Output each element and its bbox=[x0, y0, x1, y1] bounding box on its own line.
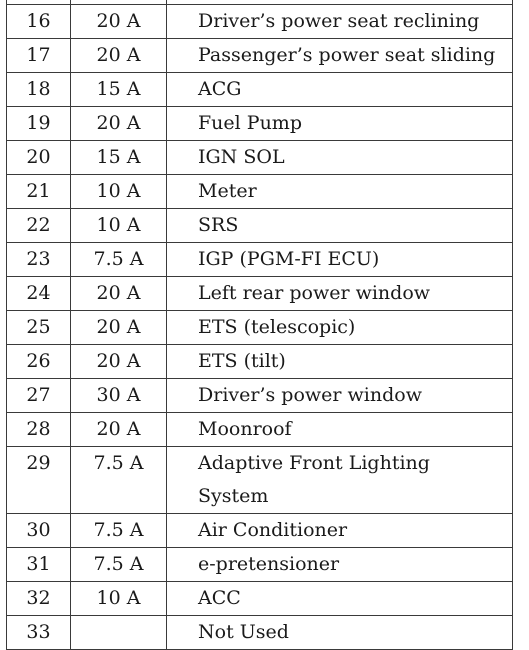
table-row bbox=[7, 413, 513, 447]
table-row bbox=[7, 548, 513, 582]
fuse-number-cell: 22 bbox=[7, 209, 71, 243]
fuse-circuit-cell: IGN SOL bbox=[167, 141, 513, 175]
fuse-amperage-cell: 20 A bbox=[71, 39, 167, 73]
fuse-amperage-cell: 7.5 A bbox=[71, 243, 167, 277]
fuse-amperage-cell: 30 A bbox=[71, 379, 167, 413]
fuse-circuit-cell: Driver’s power window bbox=[167, 379, 513, 413]
fuse-circuit-cell: SRS bbox=[167, 209, 513, 243]
fuse-circuit-cell: Left rear power window bbox=[167, 277, 513, 311]
fuse-amperage-cell: 20 A bbox=[71, 5, 167, 39]
fuse-table-body bbox=[7, 0, 513, 650]
fuse-circuit-cell: Driver’s power seat reclining bbox=[167, 5, 513, 39]
fuse-amperage-cell: 7.5 A bbox=[71, 548, 167, 582]
fuse-circuit-cell: Adaptive Front Lighting System bbox=[167, 447, 513, 514]
table-row bbox=[7, 447, 513, 514]
fuse-circuit-cell: ETS (tilt) bbox=[167, 345, 513, 379]
fuse-amperage-cell: 20 A bbox=[71, 107, 167, 141]
fuse-number-cell: 26 bbox=[7, 345, 71, 379]
table-row bbox=[7, 277, 513, 311]
table-row bbox=[7, 209, 513, 243]
fuse-number-cell: 29 bbox=[7, 447, 71, 514]
fuse-number-cell: 19 bbox=[7, 107, 71, 141]
fuse-amperage-cell: 20 A bbox=[71, 345, 167, 379]
fuse-number-cell: 18 bbox=[7, 73, 71, 107]
table-row bbox=[7, 175, 513, 209]
fuse-amperage-cell: 15 A bbox=[71, 73, 167, 107]
table-row bbox=[7, 345, 513, 379]
fuse-number-cell: 20 bbox=[7, 141, 71, 175]
table-row bbox=[7, 39, 513, 73]
fuse-circuit-cell: IGP (PGM-FI ECU) bbox=[167, 243, 513, 277]
fuse-number-cell: 16 bbox=[7, 5, 71, 39]
fuse-amperage-cell: 20 A bbox=[71, 311, 167, 345]
table-row bbox=[7, 5, 513, 39]
table-row bbox=[7, 311, 513, 345]
fuse-circuit-cell: Air Conditioner bbox=[167, 514, 513, 548]
fuse-number-cell: 33 bbox=[7, 616, 71, 650]
fuse-circuit-cell: Moonroof bbox=[167, 413, 513, 447]
fuse-number-cell: 30 bbox=[7, 514, 71, 548]
fuse-number-cell: 31 bbox=[7, 548, 71, 582]
fuse-amperage-cell: 10 A bbox=[71, 209, 167, 243]
table-row bbox=[7, 107, 513, 141]
fuse-amperage-cell: 7.5 A bbox=[71, 447, 167, 514]
table-row bbox=[7, 141, 513, 175]
table-row bbox=[7, 616, 513, 650]
table-row bbox=[7, 582, 513, 616]
table-row bbox=[7, 243, 513, 277]
fuse-amperage-cell: 15 A bbox=[71, 141, 167, 175]
fuse-number-cell: 21 bbox=[7, 175, 71, 209]
fuse-amperage-cell: 10 A bbox=[71, 582, 167, 616]
fuse-number-cell: 17 bbox=[7, 39, 71, 73]
fuse-circuit-cell: Not Used bbox=[167, 616, 513, 650]
fuse-amperage-cell bbox=[71, 616, 167, 650]
table-row bbox=[7, 514, 513, 548]
fuse-table bbox=[6, 0, 513, 650]
fuse-amperage-cell: 20 A bbox=[71, 277, 167, 311]
fuse-number-cell: 23 bbox=[7, 243, 71, 277]
fuse-circuit-cell: Meter bbox=[167, 175, 513, 209]
fuse-circuit-cell: e-pretensioner bbox=[167, 548, 513, 582]
fuse-circuit-cell: ACG bbox=[167, 73, 513, 107]
fuse-amperage-cell: 20 A bbox=[71, 413, 167, 447]
fuse-number-cell: 32 bbox=[7, 582, 71, 616]
fuse-amperage-cell: 7.5 A bbox=[71, 514, 167, 548]
table-row bbox=[7, 379, 513, 413]
fuse-number-cell: 24 bbox=[7, 277, 71, 311]
fuse-circuit-cell: ETS (telescopic) bbox=[167, 311, 513, 345]
fuse-circuit-cell: Fuel Pump bbox=[167, 107, 513, 141]
fuse-circuit-cell: ACC bbox=[167, 582, 513, 616]
fuse-circuit-cell: Passenger’s power seat sliding bbox=[167, 39, 513, 73]
fuse-number-cell: 28 bbox=[7, 413, 71, 447]
fuse-number-cell: 27 bbox=[7, 379, 71, 413]
fuse-amperage-cell: 10 A bbox=[71, 175, 167, 209]
fuse-number-cell: 25 bbox=[7, 311, 71, 345]
table-row bbox=[7, 73, 513, 107]
